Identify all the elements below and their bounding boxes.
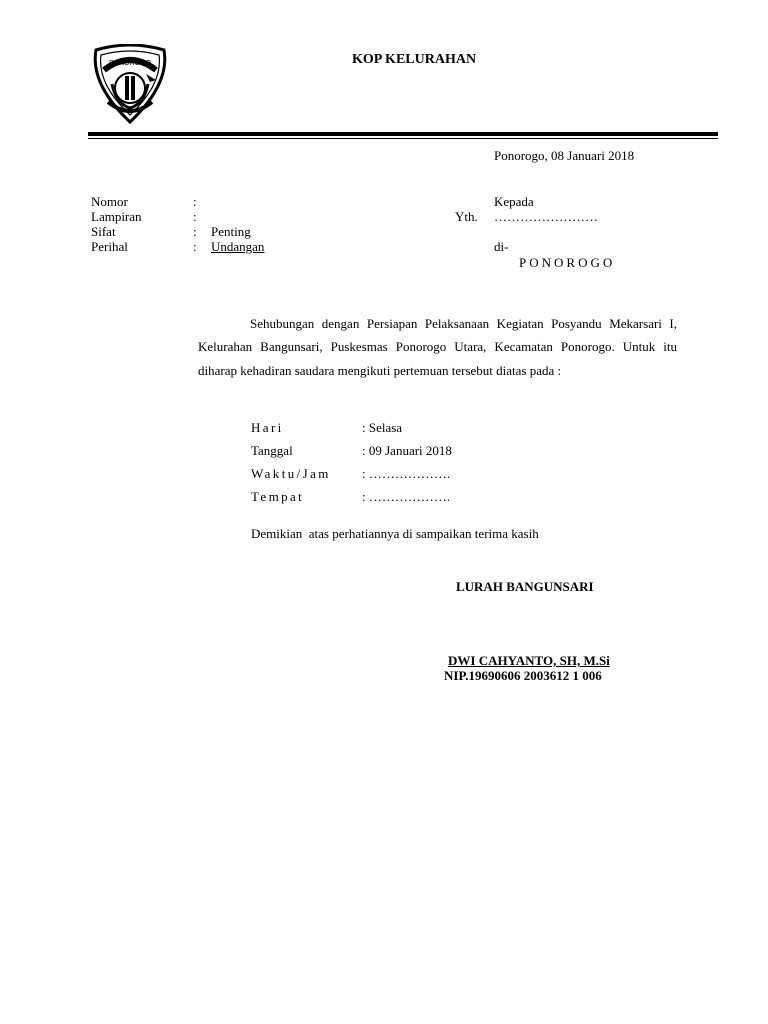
perihal-value: Undangan bbox=[211, 239, 265, 254]
lampiran-label: Lampiran bbox=[91, 209, 142, 224]
header-divider-thin bbox=[88, 138, 718, 139]
signatory-title: LURAH BANGUNSARI bbox=[456, 579, 594, 594]
schedule-hari-value: : Selasa bbox=[362, 420, 403, 435]
perihal-label: Perihal bbox=[91, 239, 128, 254]
schedule-waktu-label: Waktu/Jam bbox=[251, 466, 331, 481]
recipient-city: PONOROGO bbox=[519, 255, 616, 270]
nomor-colon: : bbox=[193, 194, 197, 209]
sifat-colon: : bbox=[193, 224, 197, 239]
schedule-tempat-label: Tempat bbox=[251, 489, 305, 504]
lampiran-colon: : bbox=[193, 209, 197, 224]
crest-text: PONOROGO bbox=[108, 60, 152, 67]
signatory-name: DWI CAHYANTO, SH, M.Si bbox=[448, 653, 610, 668]
recipient-yth: Yth. bbox=[455, 209, 478, 224]
nomor-label: Nomor bbox=[91, 194, 128, 209]
recipient-kepada: Kepada bbox=[494, 194, 534, 209]
schedule-tanggal-value: : 09 Januari 2018 bbox=[362, 443, 452, 458]
letter-date: Ponorogo, 08 Januari 2018 bbox=[494, 148, 635, 163]
recipient-name-placeholder: …………………… bbox=[494, 209, 598, 224]
regency-crest-icon bbox=[90, 44, 170, 124]
sifat-label: Sifat bbox=[91, 224, 116, 239]
sifat-value: Penting bbox=[211, 224, 251, 239]
closing-line: Demikian atas perhatiannya di sampaikan terima kasih bbox=[251, 526, 539, 541]
header-divider bbox=[88, 132, 718, 136]
schedule-waktu-value: : ………………. bbox=[362, 466, 451, 481]
perihal-colon: : bbox=[193, 239, 197, 254]
body-paragraph: Sehubungan dengan Persiapan Pelaksanaan Kegiatan Posyandu Mekarsari I, Kelurahan Bangunsari, Puskesmas Ponorogo Utara, Kecamatan Ponorogo. Untuk itu diharap kehadiran saudara mengikuti pertemuan tersebut diatas pada : bbox=[198, 316, 677, 378]
recipient-di: di- bbox=[494, 239, 509, 254]
schedule-tempat-value: : ………………. bbox=[362, 489, 451, 504]
schedule-tanggal-label: Tanggal bbox=[251, 443, 293, 458]
signatory-nip: NIP.19690606 2003612 1 006 bbox=[444, 668, 602, 683]
schedule-hari-label: Hari bbox=[251, 420, 284, 435]
letterhead-title: KOP KELURAHAN bbox=[352, 52, 477, 67]
